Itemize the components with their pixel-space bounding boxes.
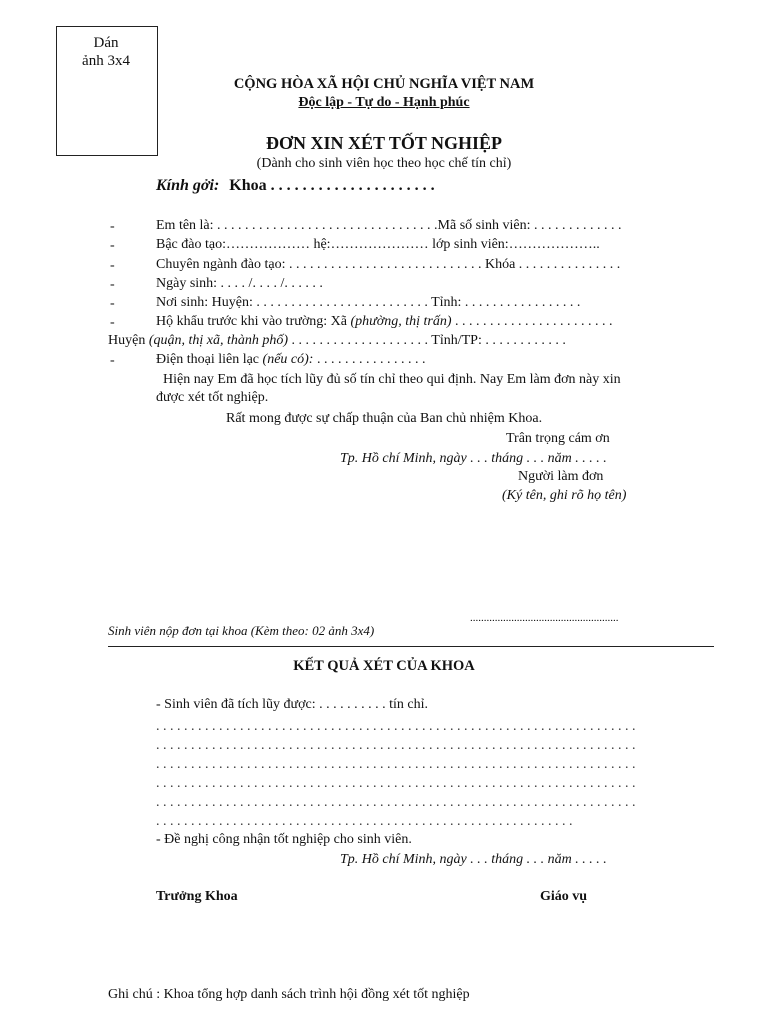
district-dots: . . . . . . . . . . . . . . . . . . . . Tỉnh/TP: . . . . . . . . . . . . (288, 333, 566, 348)
district-label: Huyện (108, 333, 149, 348)
district-hint: (quận, thị xã, thành phố) (148, 333, 289, 348)
field-level: Bậc đào tạo:……………… hệ:………………… lớp sinh viên:……………….. (156, 237, 600, 252)
bullet: - (110, 258, 115, 273)
field-dob: Ngày sinh: . . . . /. . . . /. . . . . . (156, 276, 323, 291)
result-date: Tp. Hồ chí Minh, ngày . . . tháng . . . năm . . . . . (340, 852, 607, 867)
bullet: - (110, 219, 115, 234)
result-recommend: - Đề nghị công nhận tốt nghiệp cho sinh viên. (156, 832, 412, 847)
result-dots-2: . . . . . . . . . . . . . . . . . . . . . . . . . . . . . . . . . . . . . . . . . . . . . . . . . . . . . . . . . . . . . . . . . . . . . (156, 738, 636, 753)
addressee-value: Khoa . . . . . . . . . . . . . . . . . . . . . (229, 177, 435, 194)
photo-label-line2: ảnh 3x4 (82, 53, 130, 69)
country-heading: CỘNG HÒA XÃ HỘI CHỦ NGHĨA VIỆT NAM (233, 76, 535, 92)
registrar-label: Giáo vụ (540, 889, 588, 904)
submit-note: Sinh viên nộp đơn tại khoa (Kèm theo: 02 ảnh 3x4) (108, 623, 375, 638)
field-household (156, 314, 613, 330)
dean-label: Trưởng Khoa (156, 889, 238, 904)
phone-hint: (nếu có): (262, 352, 314, 367)
form-title: ĐƠN XIN XÉT TỐT NGHIỆP (265, 133, 503, 153)
result-heading: KẾT QUẢ XÉT CỦA KHOA (293, 658, 475, 674)
signer-label: Người làm đơn (518, 469, 604, 484)
result-dots-3: . . . . . . . . . . . . . . . . . . . . . . . . . . . . . . . . . . . . . . . . . . . . . . . . . . . . . . . . . . . . . . . . . . . . . (156, 757, 636, 772)
body-line-3: Rất mong được sự chấp thuận của Ban chủ nhiệm Khoa. (226, 411, 543, 426)
photo-label-line1: Dán (93, 35, 119, 51)
thanks: Trân trọng cám ơn (506, 431, 610, 446)
bullet: - (110, 315, 115, 330)
bullet: - (110, 277, 115, 292)
applicant-date: Tp. Hồ chí Minh, ngày . . . tháng . . . năm . . . . . (340, 451, 607, 466)
motto: Độc lập - Tự do - Hạnh phúc (298, 95, 470, 110)
signature-dots: ...................................................... (470, 612, 619, 624)
household-dots: . . . . . . . . . . . . . . . . . . . . . . . (451, 314, 613, 329)
bullet: - (110, 238, 115, 253)
body-line-2: được xét tốt nghiệp. (156, 390, 269, 405)
phone-dots: . . . . . . . . . . . . . . . . (313, 352, 426, 367)
household-label: Hộ khẩu trước khi vào trường: Xã (156, 314, 351, 329)
motto-wrap (0, 95, 768, 111)
result-credits: - Sinh viên đã tích lũy được: . . . . . . . . . . tín chỉ. (156, 697, 429, 712)
addressee (156, 177, 435, 195)
footnote: Ghi chú : Khoa tổng hợp danh sách trình hội đồng xét tốt nghiệp (108, 987, 470, 1002)
addressee-label: Kính gởi: (156, 177, 220, 194)
photo-label (56, 34, 156, 70)
divider (108, 646, 714, 647)
field-phone (156, 352, 425, 368)
field-name: Em tên là: . . . . . . . . . . . . . . . . . . . . . . . . . . . . . . . .Mã số sinh viên: . . . . . . . . . . . . . (156, 218, 622, 233)
bullet: - (110, 353, 115, 368)
phone-label: Điện thoại liên lạc (156, 352, 263, 367)
household-hint: (phường, thị trấn) (350, 314, 452, 329)
sign-note: (Ký tên, ghi rõ họ tên) (502, 488, 627, 503)
result-dots-5: . . . . . . . . . . . . . . . . . . . . . . . . . . . . . . . . . . . . . . . . . . . . . . . . . . . . . . . . . . . . . . . . . . . . . (156, 795, 636, 810)
bullet: - (110, 296, 115, 311)
result-dots-6: . . . . . . . . . . . . . . . . . . . . . . . . . . . . . . . . . . . . . . . . . . . . . . . . . . . . . . . . . . . . (156, 814, 573, 829)
field-major: Chuyên ngành đào tạo: . . . . . . . . . . . . . . . . . . . . . . . . . . . . Khóa . . . . . . . . . . . . . . . (156, 257, 621, 272)
form-subtitle: (Dành cho sinh viên học theo học chế tín chỉ) (256, 156, 512, 171)
body-line-1: Hiện nay Em đã học tích lũy đủ số tín chỉ theo qui định. Nay Em làm đơn này xin (163, 372, 621, 387)
result-dots-1: . . . . . . . . . . . . . . . . . . . . . . . . . . . . . . . . . . . . . . . . . . . . . . . . . . . . . . . . . . . . . . . . . . . . . (156, 719, 636, 734)
field-birthplace: Nơi sinh: Huyện: . . . . . . . . . . . . . . . . . . . . . . . . . Tỉnh: . . . . . . . . . . . . . . . . . (156, 295, 581, 310)
result-dots-4: . . . . . . . . . . . . . . . . . . . . . . . . . . . . . . . . . . . . . . . . . . . . . . . . . . . . . . . . . . . . . . . . . . . . . (156, 776, 636, 791)
field-district (108, 333, 566, 349)
